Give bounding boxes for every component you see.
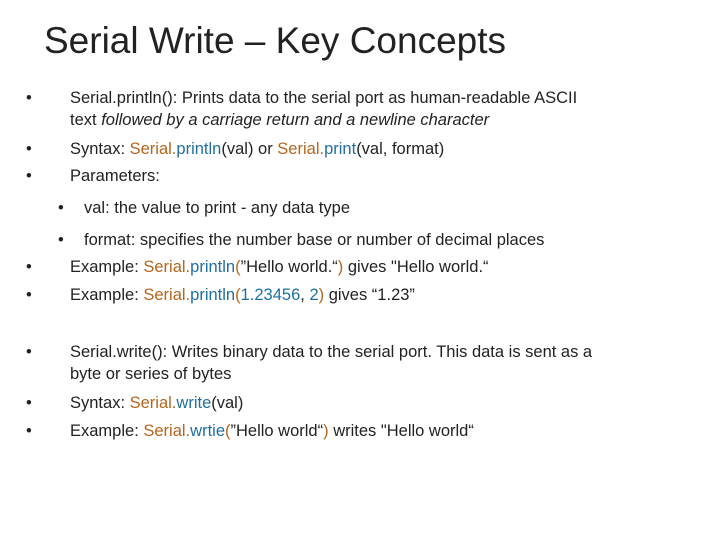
result-text: gives "Hello world.“ <box>343 258 489 276</box>
label: Example: <box>70 286 144 304</box>
println-definition-line2 <box>70 110 489 131</box>
bullet-dot: • <box>26 258 32 276</box>
param-format-text: format: specifies the number base or number of decimal places <box>84 231 545 249</box>
code-function: println <box>190 286 236 304</box>
code-paren: ( <box>225 422 231 440</box>
code-args: (val) <box>211 394 244 412</box>
result-text: writes "Hello world“ <box>328 422 474 440</box>
label: Example: <box>70 258 144 276</box>
code-object: Serial. <box>277 140 325 158</box>
label: Example: <box>70 422 144 440</box>
code-string: ”Hello world“ <box>230 422 324 440</box>
code-paren: ) <box>337 258 344 276</box>
code-number: 2 <box>309 286 319 304</box>
code-paren: ) <box>318 286 325 304</box>
italic-text: followed by a carriage return and a newline character <box>101 111 490 129</box>
code-function: write <box>176 394 212 412</box>
code-object: Serial. <box>129 394 177 412</box>
slide-title: Serial Write – Key Concepts <box>44 20 507 61</box>
code-function: println <box>190 258 236 276</box>
bullet-dot: • <box>26 343 32 361</box>
code-paren: ( <box>235 258 241 276</box>
example-println-string-line <box>70 257 489 278</box>
bullet-dot: • <box>26 394 32 412</box>
bullet-dot: • <box>58 231 64 249</box>
plain-text: text <box>70 111 102 129</box>
write-syntax-line <box>70 393 243 414</box>
parameters-heading: Parameters: <box>70 167 160 185</box>
code-number: 1.23456 <box>240 286 301 304</box>
bullet-dot: • <box>26 140 32 158</box>
code-function: println <box>176 140 222 158</box>
example-write-line <box>70 421 474 442</box>
param-val-text: val: the value to print - any data type <box>84 199 350 217</box>
code-object: Serial. <box>143 286 191 304</box>
code-paren: ( <box>235 286 241 304</box>
bullet-dot: • <box>58 199 64 217</box>
example-println-float-line <box>70 285 415 306</box>
code-object: Serial. <box>143 422 191 440</box>
bullet-dot: • <box>26 422 32 440</box>
write-definition-line1: Serial.write(): Writes binary data to the serial port. This data is sent as a <box>70 343 593 361</box>
write-definition-line2: byte or series of bytes <box>70 365 232 383</box>
code-string: ”Hello world.“ <box>240 258 338 276</box>
connector: or <box>253 140 278 158</box>
code-comma: , <box>300 286 310 304</box>
code-function: print <box>324 140 357 158</box>
code-paren: ) <box>323 422 329 440</box>
code-args: (val, format) <box>356 140 445 158</box>
println-syntax-line <box>70 139 444 160</box>
println-definition-line1: Serial.println(): Prints data to the serial port as human-readable ASCII <box>70 89 578 107</box>
bullet-dot: • <box>26 167 32 185</box>
label: Syntax: <box>70 394 130 412</box>
bullet-dot: • <box>26 286 32 304</box>
code-args: (val) <box>221 140 254 158</box>
bullet-dot: • <box>26 89 32 107</box>
label: Syntax: <box>70 140 130 158</box>
code-object: Serial. <box>129 140 177 158</box>
result-text: gives “1.23” <box>324 286 415 304</box>
code-object: Serial. <box>143 258 191 276</box>
code-function: wrtie <box>190 422 225 440</box>
